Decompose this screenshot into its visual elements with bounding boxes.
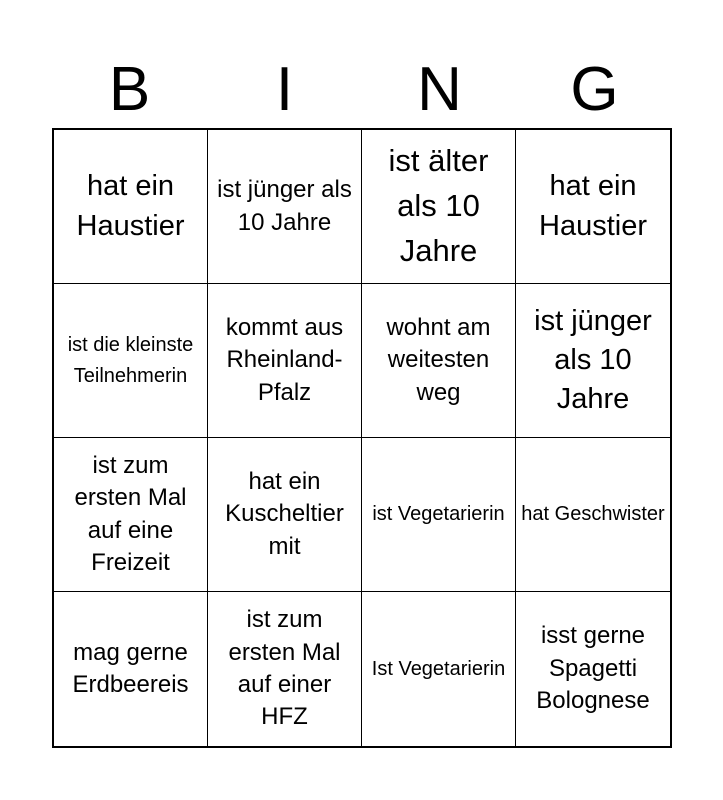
bingo-cell [516, 130, 670, 284]
bingo-cell [362, 592, 516, 746]
title-letter-n: N [417, 55, 462, 124]
cell-text: ist die kleinste Teilnehmerin [67, 333, 194, 387]
bingo-board [52, 128, 672, 748]
cell-text: hat ein Haustier [76, 170, 185, 242]
title-letter-g: G [570, 55, 619, 124]
bingo-cell [54, 438, 208, 592]
bingo-cell [516, 592, 670, 746]
cell-text: wohnt am weitesten weg [386, 313, 491, 406]
title-letter-b: B [108, 55, 151, 124]
bingo-cell [516, 438, 670, 592]
bingo-cell [208, 438, 362, 592]
cell-text: ist älter als 10 Jahre [388, 143, 489, 268]
bingo-cell [54, 130, 208, 284]
bingo-cell [362, 438, 516, 592]
cell-text: ist jünger als 10 Jahre [217, 176, 352, 236]
cell-text: isst gerne Spagetti Bolognese [536, 622, 650, 715]
cell-text: ist zum ersten Mal auf einer HFZ [228, 606, 341, 731]
cell-text: mag gerne Erdbeereis [72, 638, 189, 698]
bingo-cell [208, 130, 362, 284]
bingo-cell [208, 592, 362, 746]
cell-text: hat Geschwister [521, 503, 665, 525]
cell-text: ist jünger als 10 Jahre [534, 304, 652, 416]
bingo-cell [362, 284, 516, 438]
cell-text: ist zum ersten Mal auf eine Freizeit [74, 451, 187, 576]
bingo-cell [516, 284, 670, 438]
title-letter-i: I [275, 55, 294, 124]
bingo-title [52, 52, 672, 128]
bingo-cell [362, 130, 516, 284]
cell-text: Ist Vegetarierin [371, 657, 506, 680]
bingo-cell [208, 284, 362, 438]
cell-text: kommt aus Rheinland-Pfalz [225, 313, 344, 406]
bingo-cell [54, 284, 208, 438]
cell-text: hat ein Kuscheltier mit [225, 467, 344, 560]
cell-text: ist Vegetarierin [372, 503, 505, 525]
cell-text: hat ein Haustier [539, 170, 647, 242]
bingo-cell [54, 592, 208, 746]
